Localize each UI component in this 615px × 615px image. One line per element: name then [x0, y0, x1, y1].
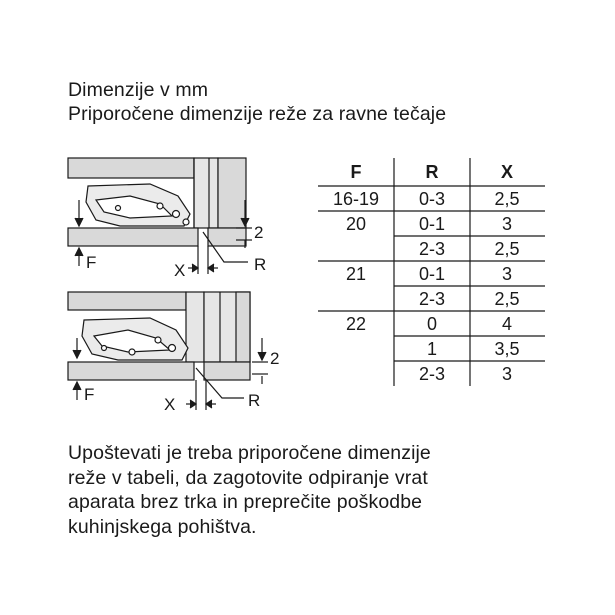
table-cell: 16-19	[332, 189, 380, 209]
table-header-cell: X	[500, 162, 514, 182]
heading-line-1: Dimenzije v mm	[68, 79, 209, 101]
table-cell: 21	[345, 264, 367, 284]
label-f-bottom: F	[84, 385, 95, 404]
table-cell: 2,5	[494, 289, 520, 309]
label-2-top: 2	[254, 223, 264, 242]
note	[68, 441, 431, 539]
heading-line-2: Priporočene dimenzije reže za ravne tečaje	[68, 103, 447, 125]
table-cell: 3	[501, 264, 513, 284]
table-cell: 3	[501, 364, 513, 384]
note-line-2: reže v tabeli, da zagotovite odpiranje vrat	[68, 466, 428, 489]
table-cell: 1	[426, 339, 438, 359]
table-cell: 3,5	[494, 339, 520, 359]
table-cell: 0-1	[418, 264, 446, 284]
table-cell: 22	[345, 314, 367, 334]
table-header-cell: F	[350, 162, 362, 182]
note-line-3: aparata brez trka in preprečite poškodbe	[68, 491, 423, 513]
table-cell: 0	[426, 314, 438, 334]
label-2-bottom: 2	[270, 349, 280, 368]
table-cell: 3	[501, 214, 513, 234]
table-cell: 4	[501, 314, 513, 334]
table-cell: 2,5	[494, 189, 520, 209]
table-cell: 2,5	[494, 239, 520, 259]
note-line-1: Upoštevati je treba priporočene dimenzije	[68, 442, 431, 464]
table-cell: 2-3	[418, 364, 446, 384]
table-cell: 20	[345, 214, 367, 234]
table-cell: 2-3	[418, 289, 446, 309]
table-cell: 2-3	[418, 239, 446, 259]
label-f-top: F	[86, 253, 97, 272]
note-line-4: kuhinjskega pohištva.	[68, 515, 257, 538]
table-cell: 0-1	[418, 214, 446, 234]
label-x-bottom: X	[164, 395, 176, 414]
label-r-bottom: R	[248, 391, 261, 410]
label-r-top: R	[254, 255, 267, 274]
label-x-top: X	[174, 261, 186, 280]
table-header-cell: R	[425, 162, 439, 182]
table-cell: 0-3	[418, 189, 446, 209]
